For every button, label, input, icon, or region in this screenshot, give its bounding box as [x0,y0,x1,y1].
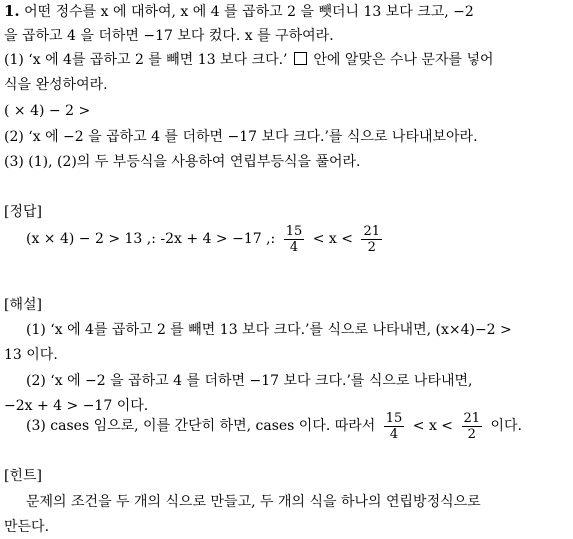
explanation-middle: < x < [412,418,454,434]
answer-fraction-1-denominator: 4 [289,239,299,255]
answer-fraction-2-denominator: 2 [367,239,376,255]
answer-fraction-1 [284,224,305,255]
answer-line [26,222,386,256]
explanation-2-line-2: −2x + 4 > −17 이다. [4,398,149,414]
answer-fraction-2-numerator: 21 [363,223,380,239]
answer-middle: < x < [312,231,353,247]
explanation-3-line [26,409,522,443]
explanation-fraction-1 [384,411,405,442]
answer-fraction-1-numerator: 15 [285,223,303,239]
question-1-line-2: 식을 완성하여라. [4,77,108,93]
problem-number: 1. [4,2,20,20]
hint-header: [힌트] [4,468,42,484]
explanation-fraction-1-numerator: 15 [385,410,403,426]
hint-line-2: 만든다. [4,519,50,535]
problem-line-1 [4,2,474,21]
blank-box-icon [294,52,307,65]
question-1-text-2: 안에 알맞은 수나 문자를 넣어 [313,52,494,68]
explanation-header: [해설] [4,297,42,313]
question-2-line: (2) ‘x 에 −2 을 곱하고 4 를 더하면 −17 보다 크다.’를 식으로 나타내보아라. [4,129,478,145]
answer-fraction-2 [361,224,382,255]
explanation-end: 이다. [490,418,522,434]
explanation-3-text: (3) cases 임으로, 이를 간단히 하면, cases 이다. 따라서 [26,418,376,434]
question-1-line [4,51,494,69]
explanation-2-line: (2) ‘x 에 −2 을 곱하고 4 를 더하면 −17 보다 크다.’를 식으로 나타내면, [26,373,473,389]
hint-line-1: 문제의 조건을 두 개의 식으로 만들고, 두 개의 식을 하나의 연립방정식으로 [26,494,481,510]
problem-text-1: 어떤 정수를 x 에 대하여, x 에 4 를 곱하고 2 을 뺏더니 13 보다 크고, −2 [24,4,474,20]
explanation-1-line: (1) ‘x 에 4를 곱하고 2 를 빼면 13 보다 크다.’를 식으로 나타내면, (x×4)−2 > [26,322,512,338]
explanation-fraction-2 [462,411,483,442]
explanation-fraction-1-denominator: 4 [389,426,399,442]
answer-inequalities: (x × 4) − 2 > 13 ,: -2x + 4 > −17 ,: [26,231,276,247]
question-3-line: (3) (1), (2)의 두 부등식을 사용하여 연립부등식을 풀어라. [4,154,361,170]
question-1-text: (1) ‘x 에 4를 곱하고 2 를 빼면 13 보다 크다.’ [4,52,288,68]
answer-header: [정답] [4,204,42,220]
question-1-expression: ( × 4) − 2 > [4,103,91,119]
explanation-fraction-2-denominator: 2 [467,426,476,442]
explanation-1-line-2: 13 이다. [4,347,58,363]
explanation-fraction-2-numerator: 21 [463,410,481,426]
problem-line-2: 을 곱하고 4 을 더하면 −17 보다 컸다. x 를 구하여라. [4,28,334,44]
